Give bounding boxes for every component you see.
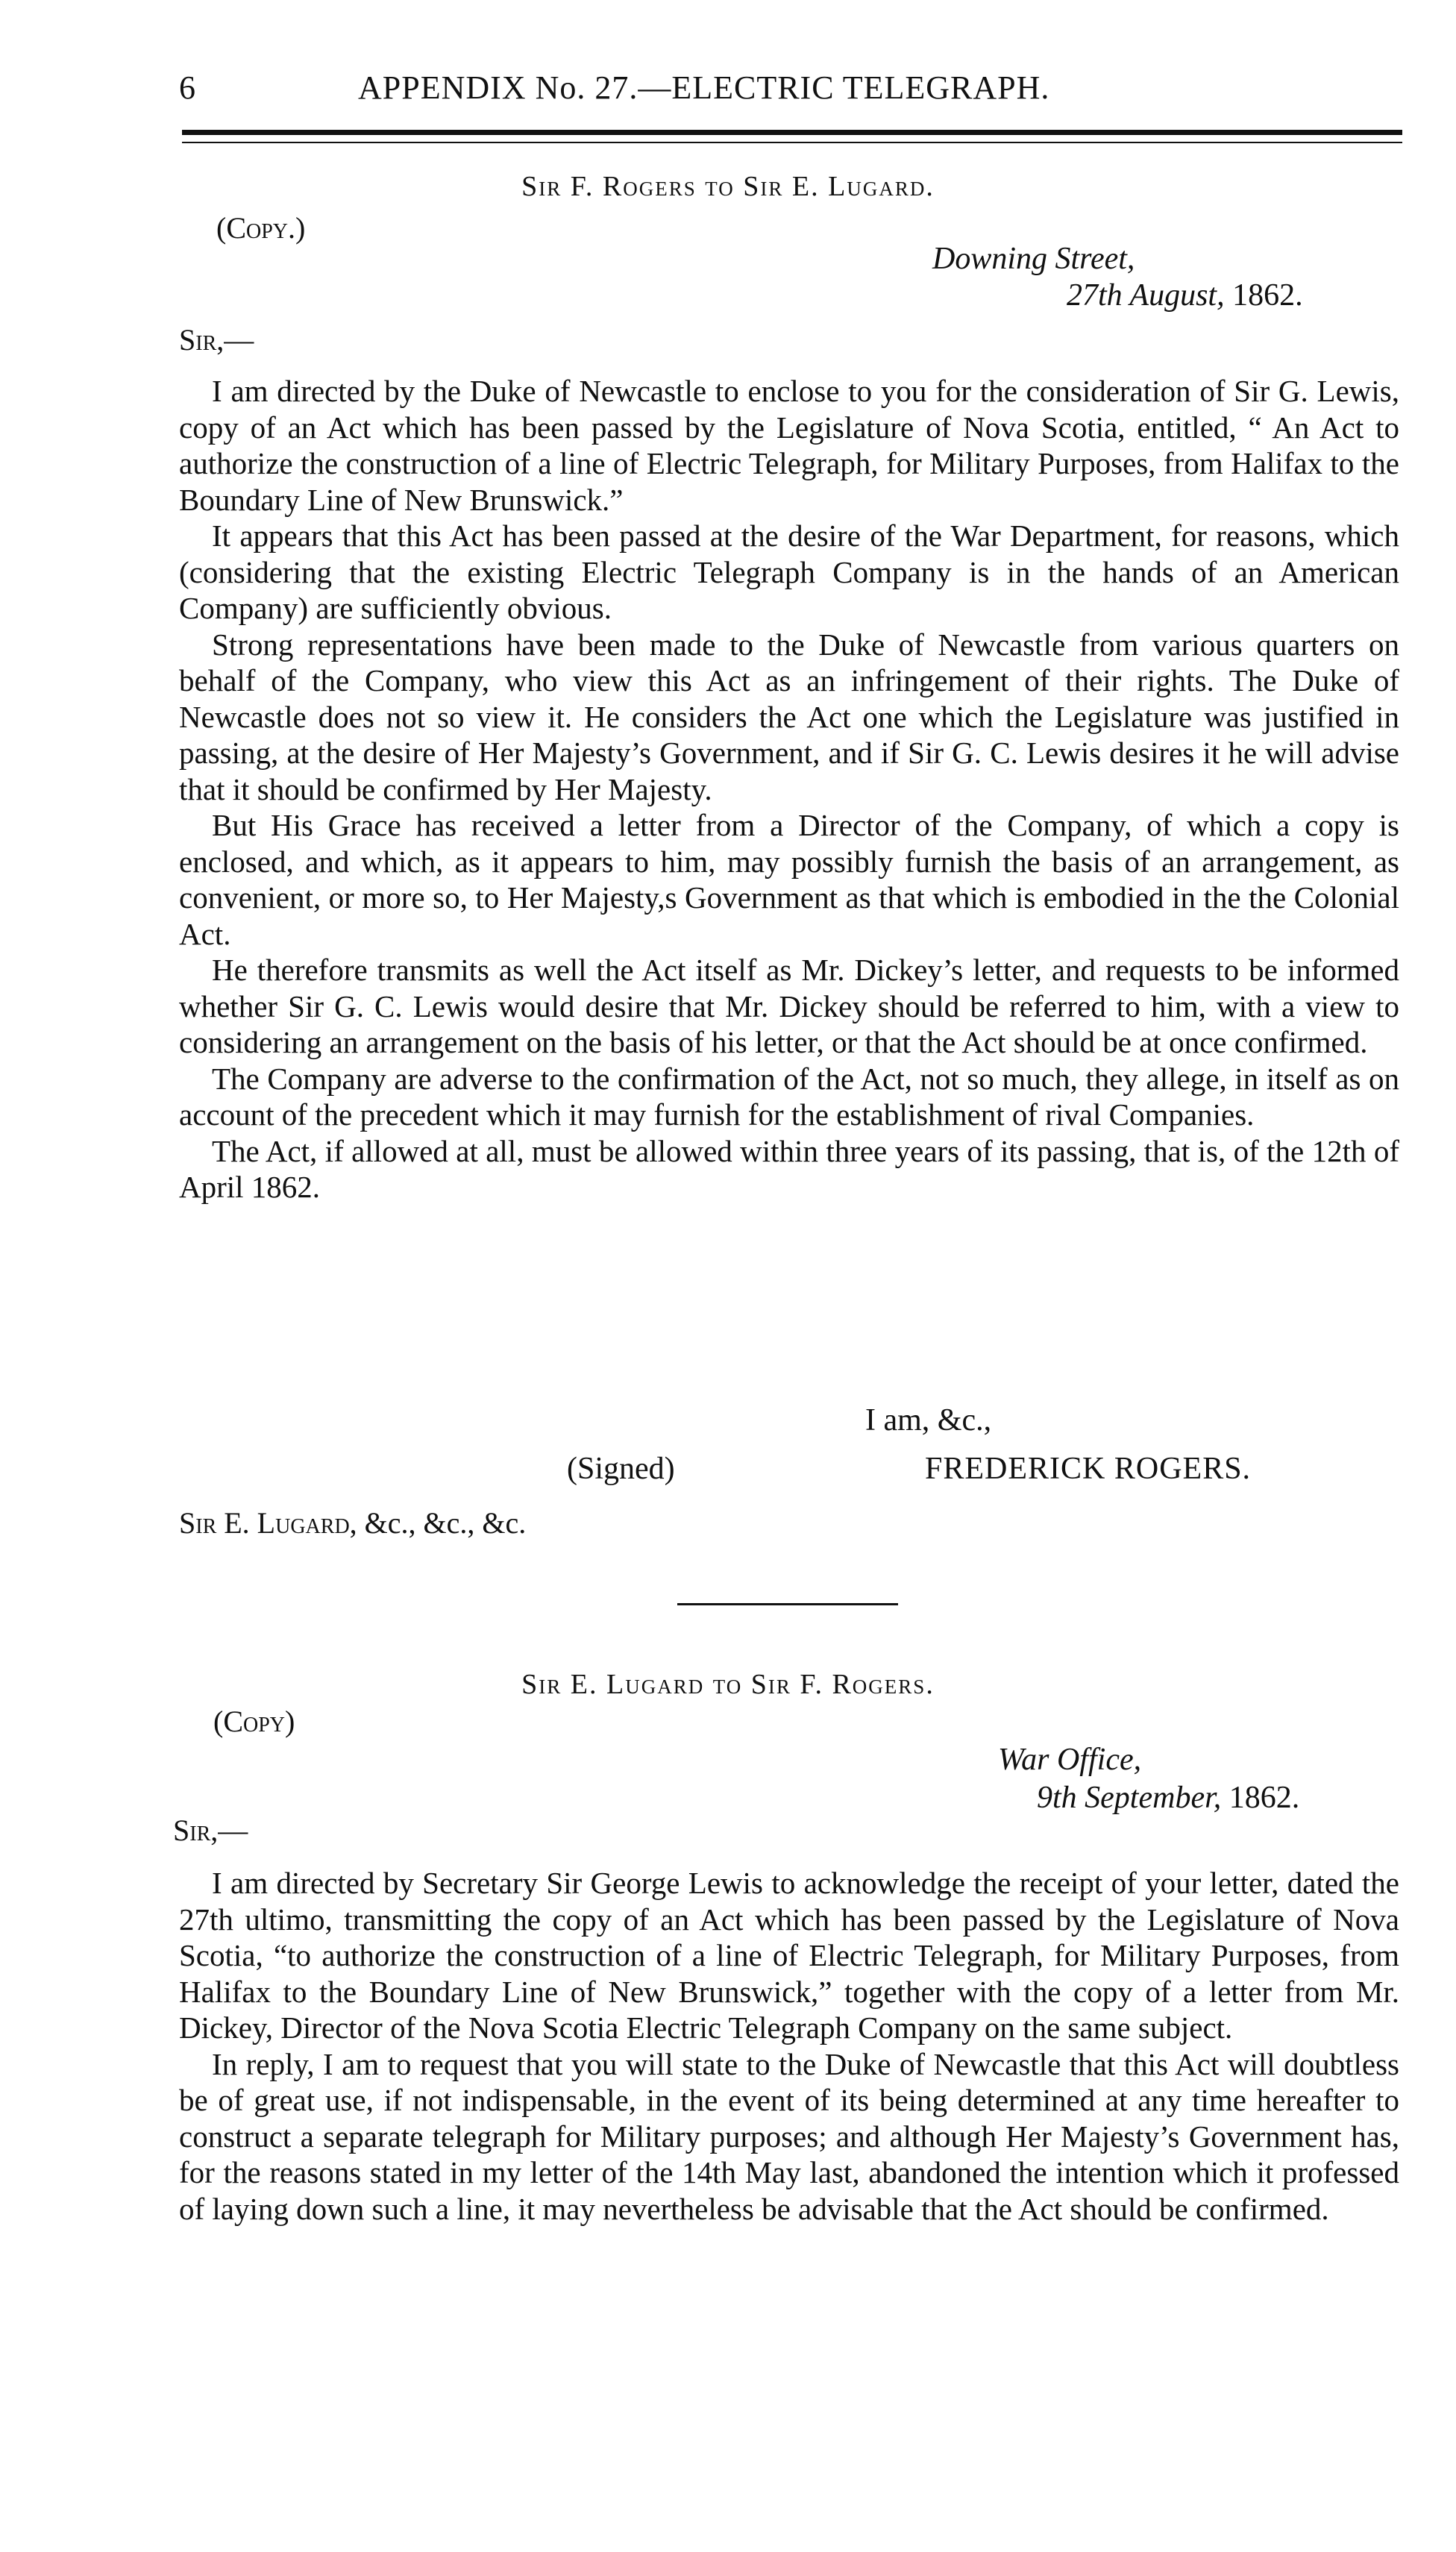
letter-2-heading: Sir E. Lugard to Sir F. Rogers. xyxy=(521,1669,935,1700)
letter-1-paragraph: He therefore transmits as well the Act itself as Mr. Dickey’s letter, and requests to be informed whether Sir G. C. Lewis would desire that Mr. Dickey should be referred to him, with a view to considering an arrangement on the basis of his letter, or that the Act should be at once confirmed. xyxy=(179,953,1399,1059)
letter-2-paragraph: In reply, I am to request that you will state to the Duke of Newcastle that this Act will doubtless be of great use, if not indispensable, in the event of its being determined at any time hereafter to construct a separate telegraph for Military purposes; and although Her Majesty’s Government has, for the reasons stated in my letter of the 14th May last, abandoned the intention which it professed of laying down such a line, it may nevertheless be advisable that the Act should be confirmed. xyxy=(179,2046,1399,2226)
letter-1-paragraph: It appears that this Act has been passed at the desire of the War Department, for reasons, which (considering that the existing Electric Telegraph Company is in the hands of an American Company) are sufficiently obvious. xyxy=(179,518,1399,625)
letter-1-date-day: 27th August, xyxy=(1067,278,1225,313)
page-number: 6 xyxy=(179,69,196,106)
letter-1-paragraph: The Act, if allowed at all, must be allowed within three years of its passing, that is, of the 12th of April 1862. xyxy=(179,1133,1399,1204)
letter-1-place: Downing Street, xyxy=(932,242,1135,276)
letter-2-date-year: 1862. xyxy=(1221,1781,1300,1815)
letter-2-date-day: 9th September, xyxy=(1037,1781,1222,1815)
letter-2-paragraph: I am directed by Secretary Sir George Lewis to acknowledge the receipt of your letter, dated the 27th ultimo, transmitting the copy of an Act which has been passed by the Legislature of Nova Scotia, “to authorize the construction of a line of Electric Telegraph, for Military Purposes, from Halifax to the Boundary Line of New Brunswick,” together with the copy of a letter from Mr. Dickey, Director of the Nova Scotia Electric Telegraph Company on the same subject. xyxy=(179,1866,1399,2045)
letter-1-signed-label: (Signed) xyxy=(567,1452,675,1486)
letter-1-paragraph: Strong representations have been made to the Duke of Newcastle from various quarters on behalf of the Company, who view this Act as an infringement of their rights. The Duke of Newcastle does not so view it. He considers the Act one which the Legislature was justified in passing, at the desire of Her Majesty’s Government, and if Sir G. C. Lewis desires it he will advise that it should be confirmed by Her Majesty. xyxy=(179,627,1399,806)
letter-1-addressee xyxy=(179,1505,526,1540)
letter-2-body xyxy=(179,1865,1399,2227)
letter-1-date xyxy=(1067,278,1303,313)
letter-2-place: War Office, xyxy=(998,1743,1142,1777)
letter-1-date-year: 1862. xyxy=(1224,278,1303,313)
running-title: APPENDIX No. 27.—ELECTRIC TELEGRAPH. xyxy=(358,69,1050,106)
letter-2-date xyxy=(1037,1780,1299,1816)
section-divider xyxy=(677,1603,898,1605)
letter-2-copy-label: (Copy) xyxy=(213,1705,295,1738)
letter-2-salutation: Sir,— xyxy=(173,1813,248,1847)
letter-1-closing: I am, &c., xyxy=(865,1403,992,1438)
letter-1-addressee-rest: &c., &c., &c. xyxy=(357,1506,527,1540)
letter-1-addressee-name: Sir E. Lugard, xyxy=(179,1506,357,1540)
header-rule-thick xyxy=(182,130,1402,135)
letter-1-signatory: FREDERICK ROGERS. xyxy=(925,1452,1252,1486)
header-rule-thin xyxy=(182,142,1402,143)
letter-1-salutation: Sir,— xyxy=(179,323,254,357)
letter-1-body xyxy=(179,373,1399,1206)
letter-1-copy-label: (Copy.) xyxy=(216,211,306,245)
letter-1-heading: Sir F. Rogers to Sir E. Lugard. xyxy=(521,171,935,202)
letter-1-paragraph: The Company are adverse to the confirmation of the Act, not so much, they allege, in itself as on account of the precedent which it may furnish for the establishment of rival Companies. xyxy=(179,1061,1399,1132)
letter-1-paragraph: I am directed by the Duke of Newcastle to enclose to you for the consideration of Sir G. Lewis, copy of an Act which has been passed by the Legislature of Nova Scotia, entitled, “ An Act to authorize the construction of a line of Electric Telegraph, for Military Purposes, from Halifax to the Boundary Line of New Brunswick.” xyxy=(179,374,1399,517)
letter-1-paragraph: But His Grace has received a letter from a Director of the Company, of which a copy is enclosed, and which, as it appears to him, may possibly furnish the basis of an arrangement, as convenient, or more so, to Her Majesty,s Government as that which is embodied in the the Colonial Act. xyxy=(179,808,1399,951)
running-header xyxy=(179,69,1402,113)
